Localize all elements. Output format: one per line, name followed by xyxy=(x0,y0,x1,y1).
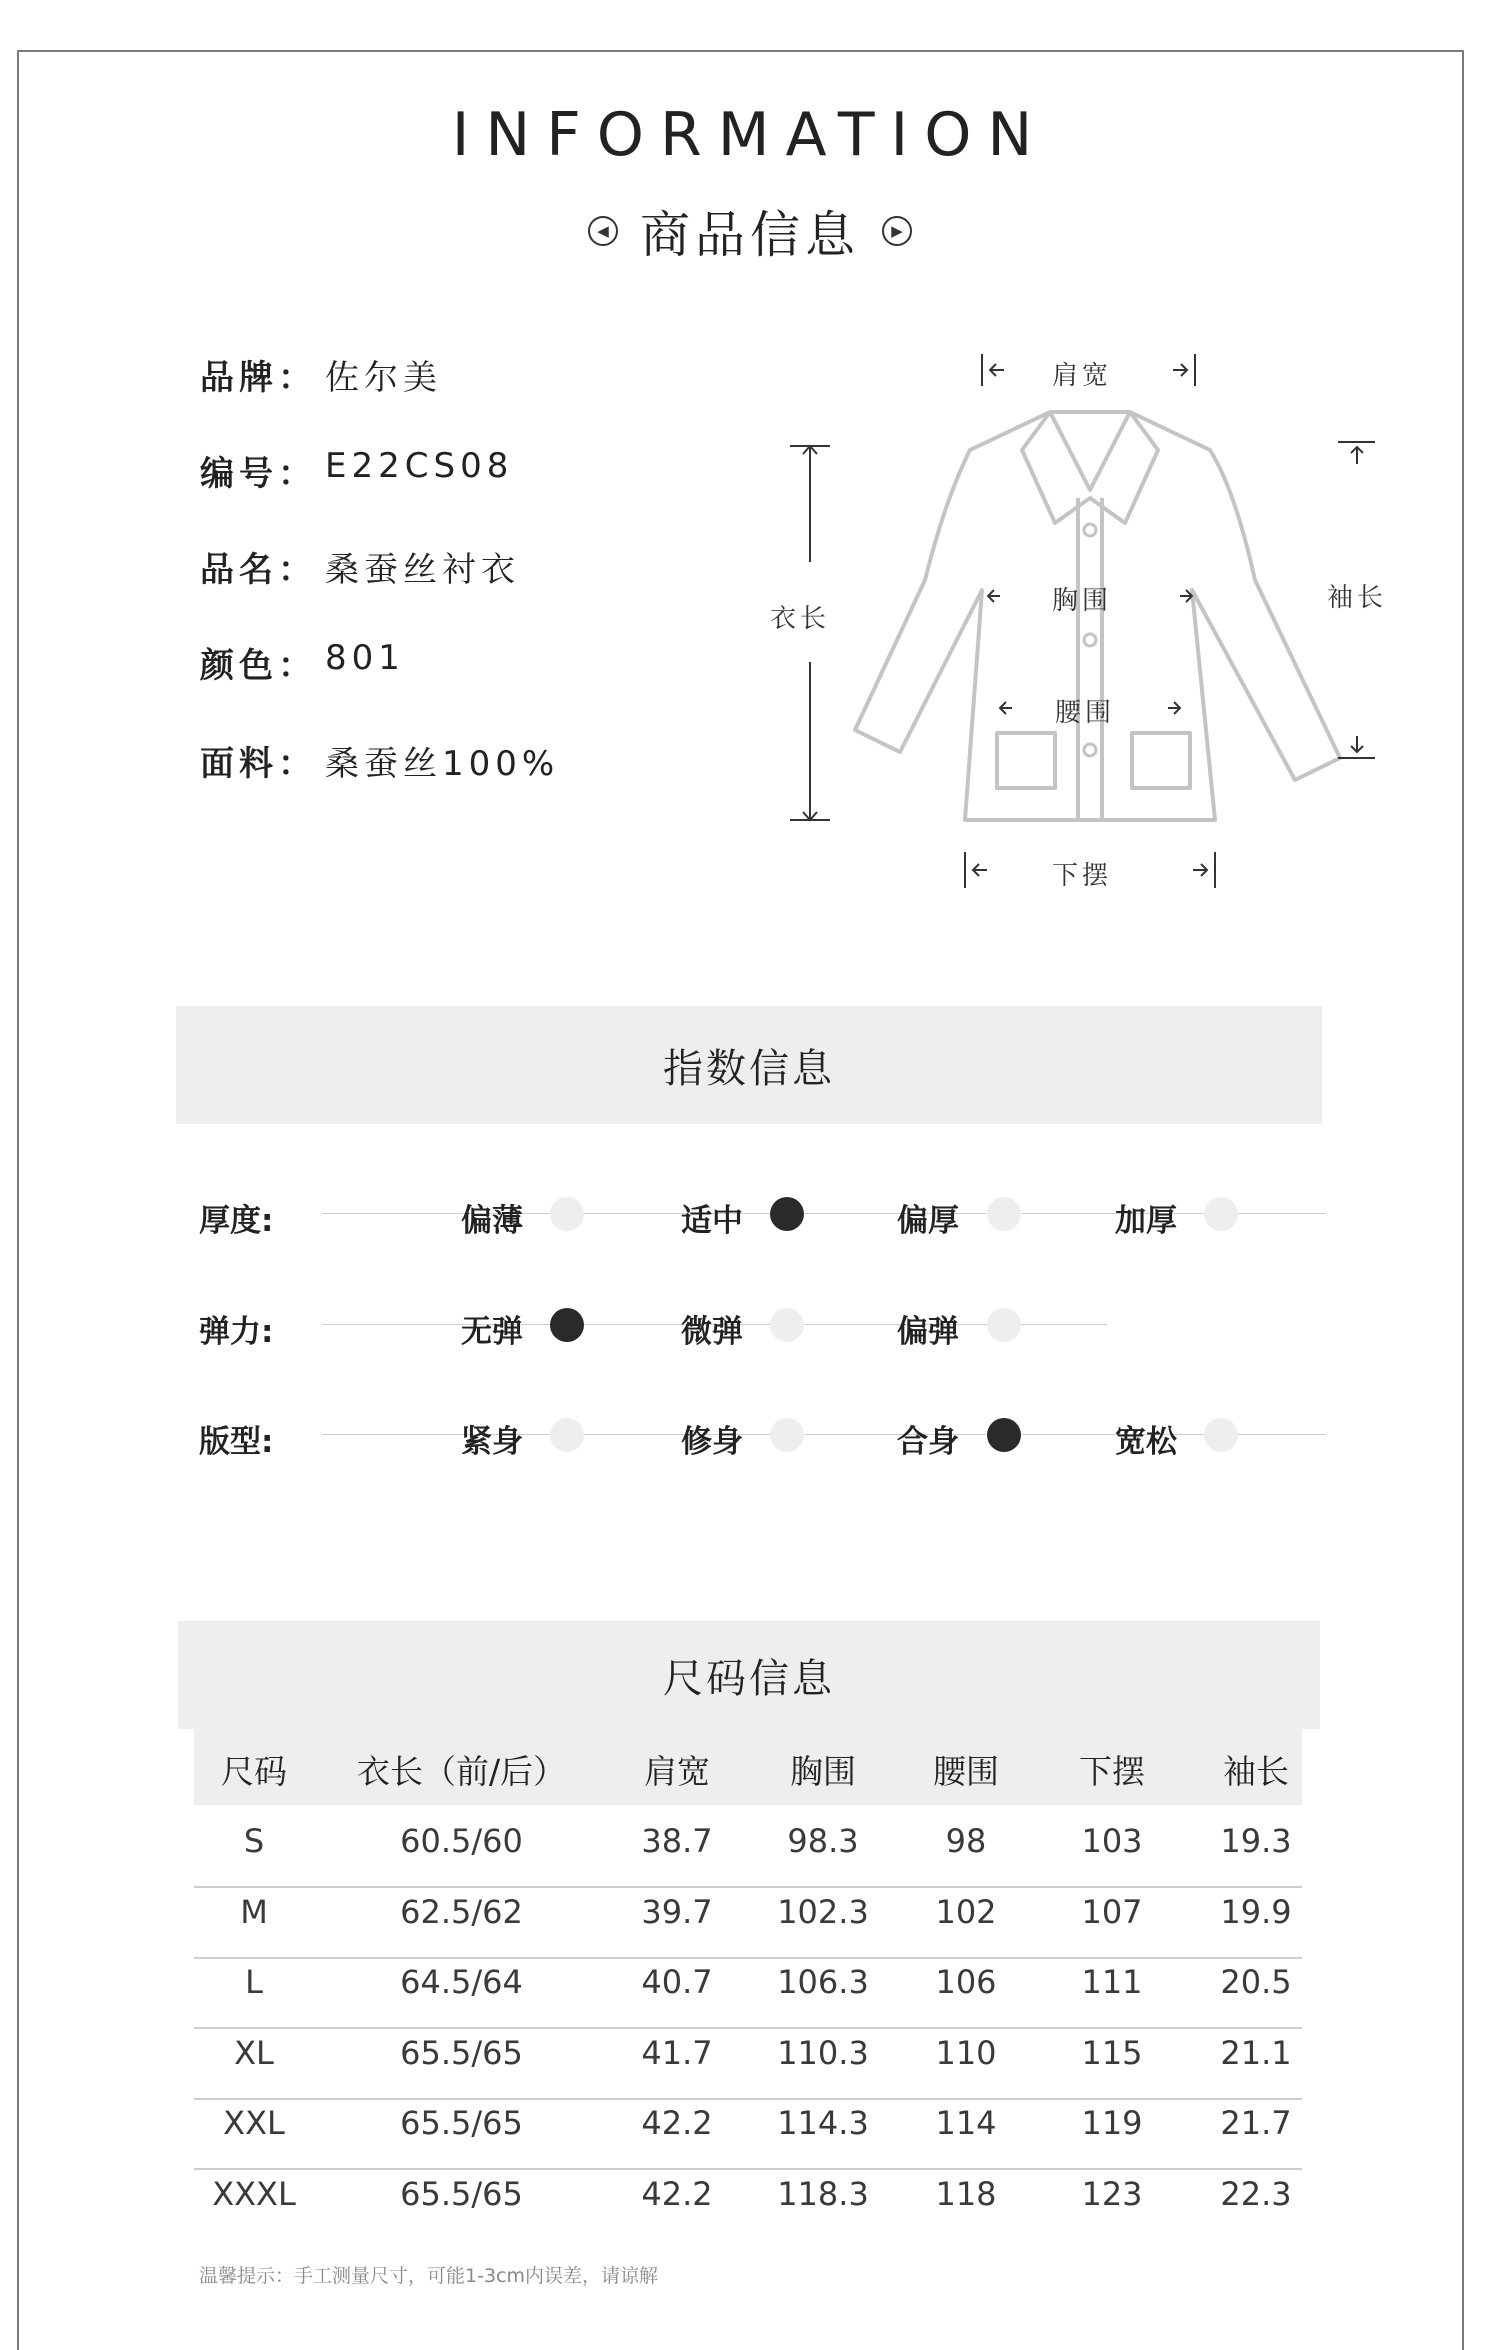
size-cell: 114 xyxy=(935,2104,997,2142)
info-label: 品牌： xyxy=(200,358,317,398)
right-arrow-icon: ▶ xyxy=(882,216,912,246)
info-code xyxy=(200,446,513,495)
index-label-thickness: 厚度: xyxy=(199,1203,274,1239)
size-cell: 65.5/65 xyxy=(400,2034,523,2072)
size-cell: 42.2 xyxy=(641,2175,713,2213)
size-cell: 62.5/62 xyxy=(400,1893,523,1931)
info-label: 品名： xyxy=(200,550,317,590)
shirt-outline-icon xyxy=(760,340,1420,910)
size-cell: 111 xyxy=(1081,1963,1143,2001)
index-dot-selected xyxy=(550,1308,584,1342)
index-dot-selected xyxy=(770,1197,804,1231)
index-option: 修身 xyxy=(681,1424,743,1460)
size-cell: 123 xyxy=(1081,2175,1143,2213)
index-option: 加厚 xyxy=(1115,1203,1177,1239)
size-row-divider xyxy=(194,2168,1302,2170)
size-col-header: 肩宽 xyxy=(644,1752,710,1791)
title-english: INFORMATION xyxy=(451,100,1049,170)
title-chinese: 商品信息 xyxy=(640,206,860,264)
size-cell: 40.7 xyxy=(641,1963,713,2001)
size-cell-size: M xyxy=(240,1893,268,1931)
info-value: 801 xyxy=(325,638,405,678)
index-dot-selected xyxy=(987,1418,1021,1452)
title-chinese-row xyxy=(0,196,1500,266)
size-cell: 64.5/64 xyxy=(400,1963,523,2001)
label-waist: 腰围 xyxy=(1055,698,1116,728)
size-col-header: 下摆 xyxy=(1079,1752,1145,1791)
index-option: 偏薄 xyxy=(461,1203,523,1239)
size-cell-size: XXL xyxy=(223,2104,285,2142)
size-cell: 41.7 xyxy=(641,2034,713,2072)
size-cell: 42.2 xyxy=(641,2104,713,2142)
label-chest: 胸围 xyxy=(1052,586,1113,616)
size-cell: 102.3 xyxy=(777,1893,869,1931)
index-option: 适中 xyxy=(681,1203,743,1239)
label-length: 衣长 xyxy=(770,604,831,634)
size-cell: 103 xyxy=(1081,1822,1143,1860)
size-cell: 21.7 xyxy=(1220,2104,1292,2142)
index-option: 合身 xyxy=(897,1424,959,1460)
index-dot xyxy=(770,1418,804,1452)
index-option: 宽松 xyxy=(1115,1424,1177,1460)
info-label: 颜色： xyxy=(200,646,317,686)
size-col-header: 胸围 xyxy=(790,1752,856,1791)
index-option: 微弹 xyxy=(681,1314,743,1350)
size-cell: 102 xyxy=(935,1893,997,1931)
size-cell: 106 xyxy=(935,1963,997,2001)
size-col-header: 袖长 xyxy=(1223,1752,1289,1791)
size-cell: 114.3 xyxy=(777,2104,869,2142)
label-shoulder: 肩宽 xyxy=(1052,361,1113,391)
size-cell: 38.7 xyxy=(641,1822,713,1860)
index-option: 偏弹 xyxy=(897,1314,959,1350)
size-cell: 65.5/65 xyxy=(400,2175,523,2213)
size-cell: 39.7 xyxy=(641,1893,713,1931)
info-value: 桑蚕丝衬衣 xyxy=(325,550,520,590)
index-dot xyxy=(550,1418,584,1452)
size-cell: 110.3 xyxy=(777,2034,869,2072)
size-cell: 22.3 xyxy=(1220,2175,1292,2213)
index-dot xyxy=(770,1308,804,1342)
size-cell-size: S xyxy=(243,1822,265,1860)
size-col-header: 尺码 xyxy=(221,1752,287,1791)
size-cell: 107 xyxy=(1081,1893,1143,1931)
size-cell: 21.1 xyxy=(1220,2034,1292,2072)
size-section-header: 尺码信息 xyxy=(178,1621,1320,1729)
size-col-header: 腰围 xyxy=(933,1752,999,1791)
info-name xyxy=(200,542,520,591)
index-option: 紧身 xyxy=(461,1424,523,1460)
info-value: 桑蚕丝100% xyxy=(325,744,560,784)
index-label-elasticity: 弹力: xyxy=(199,1314,274,1350)
label-hem: 下摆 xyxy=(1052,861,1113,891)
size-row-divider xyxy=(194,1957,1302,1959)
size-row-divider xyxy=(194,1886,1302,1888)
left-arrow-icon: ◀ xyxy=(588,216,618,246)
index-dot xyxy=(987,1308,1021,1342)
info-fabric xyxy=(200,736,559,785)
size-cell: 20.5 xyxy=(1220,1963,1292,2001)
info-value: 佐尔美 xyxy=(325,358,442,398)
index-dot xyxy=(1204,1197,1238,1231)
index-dot xyxy=(550,1197,584,1231)
size-col-header: 衣长（前/后） xyxy=(356,1752,567,1791)
index-option: 无弹 xyxy=(461,1314,523,1350)
index-label-fit: 版型: xyxy=(199,1424,274,1460)
size-row-divider xyxy=(194,2098,1302,2100)
info-label: 编号： xyxy=(200,454,317,494)
info-color xyxy=(200,638,405,687)
info-label: 面料： xyxy=(200,744,317,784)
index-option: 偏厚 xyxy=(897,1203,959,1239)
size-cell: 106.3 xyxy=(777,1963,869,2001)
size-cell: 60.5/60 xyxy=(400,1822,523,1860)
garment-diagram xyxy=(760,340,1420,910)
index-section-header: 指数信息 xyxy=(176,1006,1322,1124)
size-cell: 19.9 xyxy=(1220,1893,1292,1931)
size-cell-size: L xyxy=(245,1963,263,2001)
info-value: E22CS08 xyxy=(325,446,514,486)
size-cell: 65.5/65 xyxy=(400,2104,523,2142)
size-cell: 110 xyxy=(935,2034,997,2072)
size-cell: 98.3 xyxy=(787,1822,859,1860)
size-row-divider xyxy=(194,2027,1302,2029)
index-dot xyxy=(1204,1418,1238,1452)
size-cell: 118.3 xyxy=(777,2175,869,2213)
size-cell: 115 xyxy=(1081,2034,1143,2072)
index-dot xyxy=(987,1197,1021,1231)
size-cell: 98 xyxy=(945,1822,987,1860)
info-brand xyxy=(200,350,442,399)
label-sleeve: 袖长 xyxy=(1327,583,1388,613)
size-cell: 118 xyxy=(935,2175,997,2213)
size-cell-size: XXXL xyxy=(212,2175,296,2213)
size-cell: 19.3 xyxy=(1220,1822,1292,1860)
size-cell-size: XL xyxy=(234,2034,274,2072)
size-cell: 119 xyxy=(1081,2104,1143,2142)
size-note: 温馨提示：手工测量尺寸，可能1-3cm内误差，请谅解 xyxy=(199,2265,658,2287)
